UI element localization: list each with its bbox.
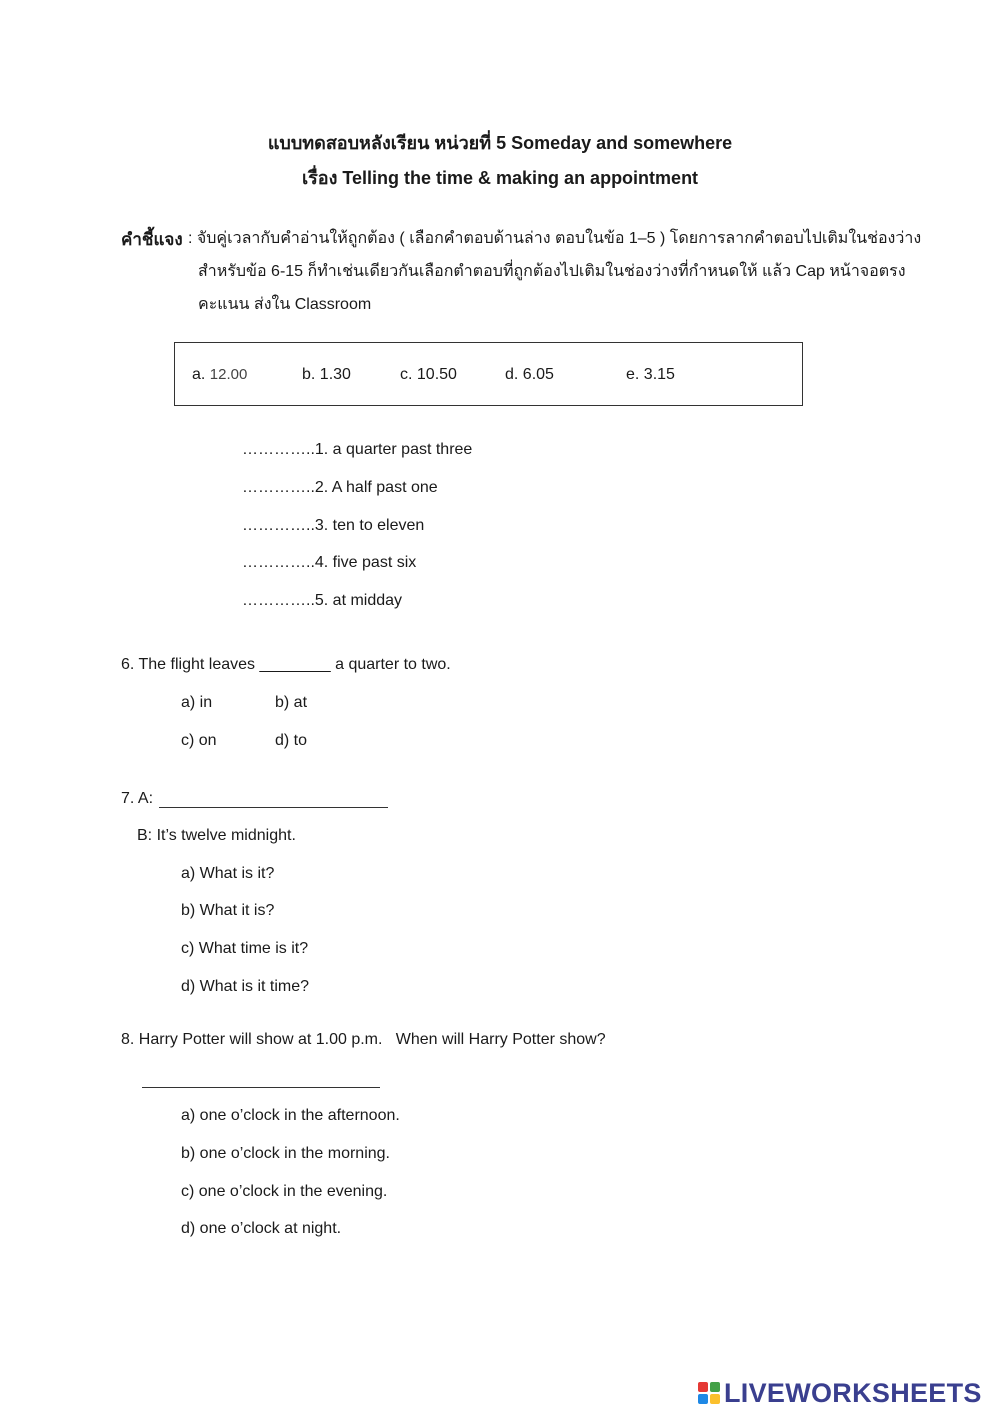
answer-blank[interactable]: ………….. <box>242 554 315 571</box>
q7-choice-d[interactable]: d) What is it time? <box>181 978 310 995</box>
answer-blank[interactable]: ………….. <box>242 479 315 496</box>
q7-choice-b[interactable]: b) What it is? <box>181 902 275 919</box>
answer-options-box <box>174 342 803 406</box>
instructions-line-1: : จับคู่เวลากับคำอ่านให้ถูกต้อง ( เลือกคำตอบด้านล่าง ตอบในข้อ 1–5 ) โดยการลากคำตอบไปเติมในช่องว่าง <box>188 230 922 247</box>
answer-option-c[interactable]: c. 10.50 <box>400 366 457 383</box>
answer-blank[interactable]: ________ <box>259 656 331 673</box>
worksheet-subtitle: เรื่อง Telling the time & making an appointment <box>301 168 699 188</box>
q8-answer-line[interactable] <box>142 1087 380 1088</box>
q7-choice-c[interactable]: c) What time is it? <box>181 940 309 957</box>
q7-answer-line[interactable] <box>159 807 388 808</box>
answer-blank[interactable]: ………….. <box>242 517 315 534</box>
matching-item-5: …………..5. at midday <box>242 592 403 609</box>
worksheet-title: แบบทดสอบหลังเรียน หน่วยที่ 5 Someday and somewhere <box>267 133 733 153</box>
q6-choice-c[interactable]: c) on <box>181 732 217 749</box>
liveworksheets-mark-icon <box>698 1382 720 1404</box>
answer-blank[interactable]: ………….. <box>242 592 315 609</box>
answer-blank[interactable]: ………….. <box>242 441 315 458</box>
answer-option-e[interactable]: e. 3.15 <box>626 366 675 383</box>
question-8-prompt: 8. Harry Potter will show at 1.00 p.m. When will Harry Potter show? <box>121 1031 606 1048</box>
q6-choice-d[interactable]: d) to <box>275 732 308 749</box>
q8-choice-a[interactable]: a) one o’clock in the afternoon. <box>181 1107 400 1124</box>
matching-item-2: …………..2. A half past one <box>242 479 438 496</box>
matching-item-1: …………..1. a quarter past three <box>242 441 473 458</box>
answer-option-d[interactable]: d. 6.05 <box>505 366 554 383</box>
q6-choice-b[interactable]: b) at <box>275 694 308 711</box>
matching-item-4: …………..4. five past six <box>242 554 417 571</box>
question-6: 6. The flight leaves ________ a quarter to two. <box>121 656 451 673</box>
liveworksheets-logo <box>698 1376 982 1410</box>
brand-name: LIVEWORKSHEETS <box>724 1377 982 1408</box>
q8-choice-c[interactable]: c) one o’clock in the evening. <box>181 1183 388 1200</box>
question-7-reply: B: It’s twelve midnight. <box>137 827 296 844</box>
q6-choice-a[interactable]: a) in <box>181 694 213 711</box>
matching-item-3: …………..3. ten to eleven <box>242 517 425 534</box>
q7-choice-a[interactable]: a) What is it? <box>181 865 275 882</box>
q8-choice-d[interactable]: d) one o’clock at night. <box>181 1220 342 1237</box>
instructions-line-2: สำหรับข้อ 6-15 ก็ทำเช่นเดียวกันเลือกตำตอบที่ถูกต้องไปเติมในช่องว่างที่กำหนดให้ แล้ว Cap หน้าจอตรง <box>198 263 906 280</box>
instructions-line-3: คะแนน ส่งใน Classroom <box>198 296 372 313</box>
answer-option-b[interactable]: b. 1.30 <box>302 366 351 383</box>
answer-option-a[interactable]: a. 12.00 <box>192 366 248 383</box>
question-7-prompt: 7. A: <box>121 790 154 807</box>
instructions-label: คำชี้แจง <box>121 230 183 249</box>
q8-choice-b[interactable]: b) one o’clock in the morning. <box>181 1145 390 1162</box>
